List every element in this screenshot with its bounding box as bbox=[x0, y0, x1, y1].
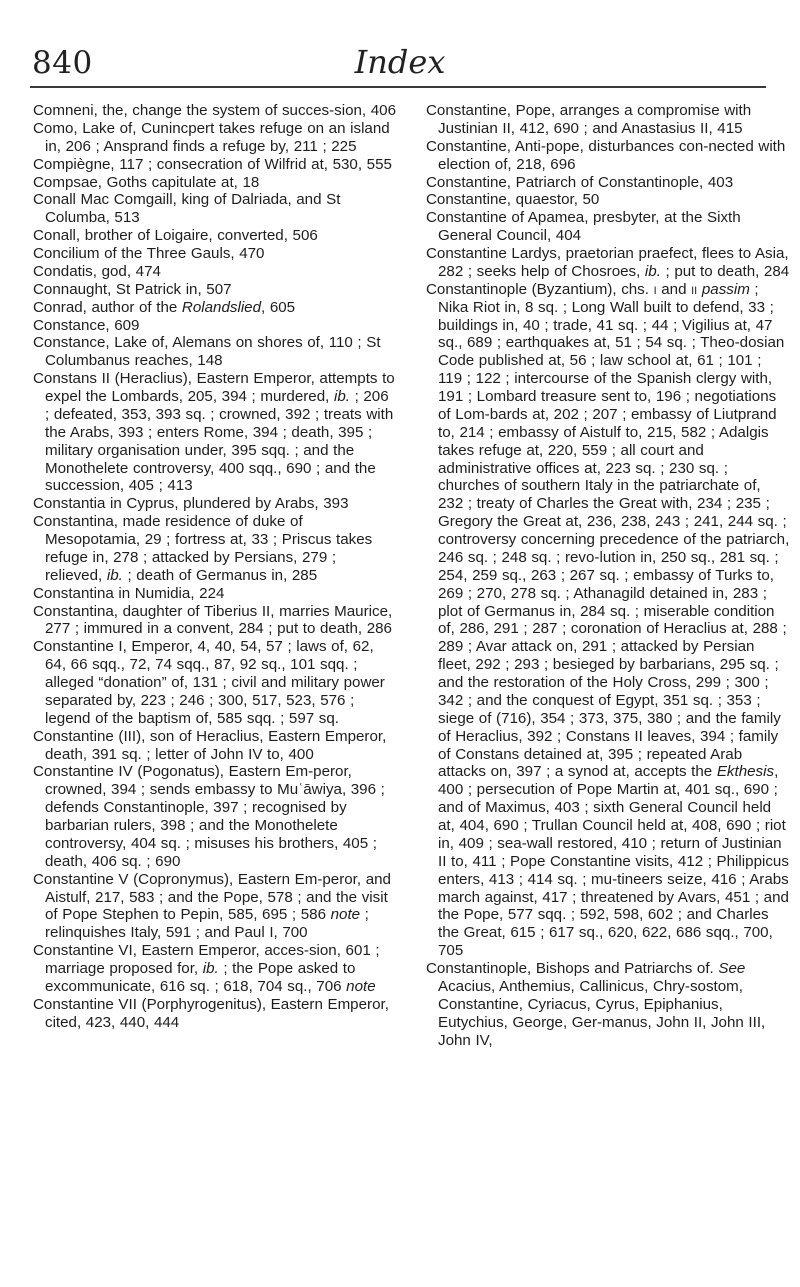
index-entry: Constantine VII (Porphyrogenitus), Eastern Emperor, cited, 423, 440, 444 bbox=[33, 995, 389, 1031]
index-entry: Compsae, Goths capitulate at, 18 bbox=[33, 173, 260, 191]
index-entry: Constantine (III), son of Heraclius, Eastern Emperor, death, 391 sq. ; letter of John IV to, 400 bbox=[33, 727, 387, 763]
index-column-left bbox=[33, 102, 397, 1032]
index-entry: Constantine V (Copronymus), Eastern Em-peror, and Aistulf, 217, 583 ; and the Pope, 578 ; and the visit of Pope Stephen to Pepin, 585, 695 ; 586 note ; relinquishes Italy, 591 ; and Paul I, 700 bbox=[33, 870, 391, 942]
index-entry: Constantinople (Byzantium), chs. i and ii passim ; Nika Riot in, 8 sq. ; Long Wall built to defend, 33 ; buildings in, 40 ; trade, 41 sq. ; 44 ; Vigilius at, 47 sq., 689 ; earthquakes at, 51 ; 54 sq. ; Theo-dosian Code published at, 56 ; law school at, 61 ; 101 ; 119 ; 122 ; intercourse of the Spanish clergy with, 191 ; Lombard treasure sent to, 196 ; negotiations of Lom-bards at, 202 ; 207 ; embassy of Liutprand to, 214 ; embassy of Aistulf to, 215, 582 ; Adalgis takes refuge at, 220, 559 ; all court and administrative offices at, 223 sq. ; 230 sq. ; churches of southern Italy in the patriarchate of, 232 ; treaty of Charles the Great with, 234 ; 235 ; Gregory the Great at, 236, 238, 243 ; 241, 244 sq. ; controversy concerning precedence of the patriarch, 246 sq. ; 248 sq. ; revo-lution in, 250 sq., 281 sq. ; 254, 259 sq., 263 ; 267 sq. ; embassy of Turks to, 269 ; 270, 278 sq. ; Athanagild detained in, 283 ; plot of Germanus in, 284 sq. ; miserable condition of, 286, 291 ; 287 ; coronation of Heraclius at, 288 ; 289 ; Avar attack on, 291 ; attacked by Persian fleet, 292 ; 293 ; besieged by barbarians, 295 sq. ; and the restoration of the Holy Cross, 299 ; 300 ; 342 ; and the conquest of Egypt, 351 sq. ; 353 ; siege of (716), 354 ; 373, 375, 380 ; and the family of Heraclius, 392 ; Constans II leaves, 394 ; family of Constans detained at, 395 ; repeated Arab attacks on, 397 ; a synod at, accepts the Ekthesis, 400 ; persecution of Pope Martin at, 401 sq., 690 ; and of Maximus, 403 ; sixth General Council held at, 404, 690 ; Trullan Council held at, 408, 690 ; riot in, 409 ; sea-wall restored, 410 ; return of Justinian II to, 411 ; Pope Constantine visits, 412 ; Philippicus enters, 413 ; 414 sq. ; mu-tineers seize, 416 ; Arabs march against, 417 ; threatened by Avars, 451 ; and the Pope, 577 sqq. ; 592, 598, 602 ; and Charles the Great, 615 ; 617 sq., 620, 622, 686 sqq., 700, 705 bbox=[426, 280, 790, 960]
index-entry: Constantine Lardys, praetorian praefect, flees to Asia, 282 ; seeks help of Chosroes, ib. ; put to death, 284 bbox=[426, 245, 790, 280]
index-entry: Constantina in Numidia, 224 bbox=[33, 584, 225, 602]
index-entry: Conrad, author of the Rolandslied, 605 bbox=[33, 298, 296, 316]
index-entry: Constance, 609 bbox=[33, 316, 140, 334]
index-entry: Constantinople, Bishops and Patriarchs of. See Acacius, Anthemius, Callinicus, Chry-sostom, Constantine, Cyriacus, Cyrus, Epiphanius, Eutychius, George, Ger-manus, John II, John III, John IV, bbox=[426, 960, 766, 1049]
index-column-right bbox=[426, 102, 790, 1049]
index-entry: Connaught, St Patrick in, 507 bbox=[33, 280, 232, 298]
index-entry: Constantina, daughter of Tiberius II, marries Maurice, 277 ; immured in a convent, 284 ; put to death, 286 bbox=[33, 602, 393, 638]
index-entry: Compiègne, 117 ; consecration of Wilfrid at, 530, 555 bbox=[33, 155, 392, 173]
index-entry: Constance, Lake of, Alemans on shores of, 110 ; St Columbanus reaches, 148 bbox=[33, 334, 381, 370]
index-entry: Constantia in Cyprus, plundered by Arabs, 393 bbox=[33, 495, 349, 513]
index-entry: Conall, brother of Loigaire, converted, 506 bbox=[33, 227, 318, 245]
index-entry: Comneni, the, change the system of succes-sion, 406 bbox=[33, 102, 397, 119]
index-entry: Constantine IV (Pogonatus), Eastern Em-peror, crowned, 394 ; sends embassy to Muʿāwiya, 396 ; defends Constantinople, 397 ; recognised by barbarian rulers, 398 ; and the Monothelete controversy, 404 sq. ; misuses his brothers, 405 ; death, 406 sq. ; 690 bbox=[33, 763, 385, 870]
page-number: 840 bbox=[32, 45, 93, 81]
running-title: Index bbox=[354, 43, 446, 81]
index-entry: Concilium of the Three Gauls, 470 bbox=[33, 245, 265, 262]
index-entry: Conall Mac Comgaill, king of Dalriada, and St Columba, 513 bbox=[33, 191, 341, 227]
index-entry: Constantine, Pope, arranges a compromise with Justinian II, 412, 690 ; and Anastasius II, 415 bbox=[426, 102, 752, 137]
page-header bbox=[0, 0, 800, 96]
header-rule bbox=[30, 86, 766, 88]
index-entry: Constans II (Heraclius), Eastern Emperor, attempts to expel the Lombards, 205, 394 ; murdered, ib. ; 206 ; defeated, 353, 393 sq. ; crowned, 392 ; treats with the Arabs, 393 ; enters Rome, 394 ; death, 395 ; military organisation under, 395 sqq. ; and the Monothelete controversy, 400 sqq., 690 ; and the succession, 405 ; 413 bbox=[33, 370, 395, 495]
index-entry: Constantine of Apamea, presbyter, at the Sixth General Council, 404 bbox=[426, 209, 741, 245]
index-entry: Constantine VI, Eastern Emperor, acces-sion, 601 ; marriage proposed for, ib. ; the Pope asked to excommunicate, 616 sq. ; 618, 704 sq., 706 note bbox=[33, 942, 380, 995]
index-entry: Constantine, Anti-pope, disturbances con-nected with election of, 218, 696 bbox=[426, 137, 786, 173]
index-entry: Condatis, god, 474 bbox=[33, 262, 161, 280]
index-entry: Constantine I, Emperor, 4, 40, 54, 57 ; laws of, 62, 64, 66 sqq., 72, 74 sqq., 87, 92 sq., 101 sqq. ; alleged “donation” of, 131 ; civil and military power separated by, 223 ; 246 ; 300, 517, 523, 576 ; legend of the baptism of, 585 sqq. ; 597 sq. bbox=[33, 638, 385, 727]
index-entry: Constantina, made residence of duke of Mesopotamia, 29 ; fortress at, 33 ; Priscus takes refuge in, 278 ; attacked by Persians, 279 ; relieved, ib. ; death of Germanus in, 285 bbox=[33, 513, 373, 584]
index-entry: Como, Lake of, Cunincpert takes refuge on an island in, 206 ; Ansprand finds a refuge by, 211 ; 225 bbox=[33, 119, 390, 155]
index-entry: Constantine, Patriarch of Constantinople, 403 bbox=[426, 173, 734, 191]
index-entry: Constantine, quaestor, 50 bbox=[426, 191, 600, 209]
